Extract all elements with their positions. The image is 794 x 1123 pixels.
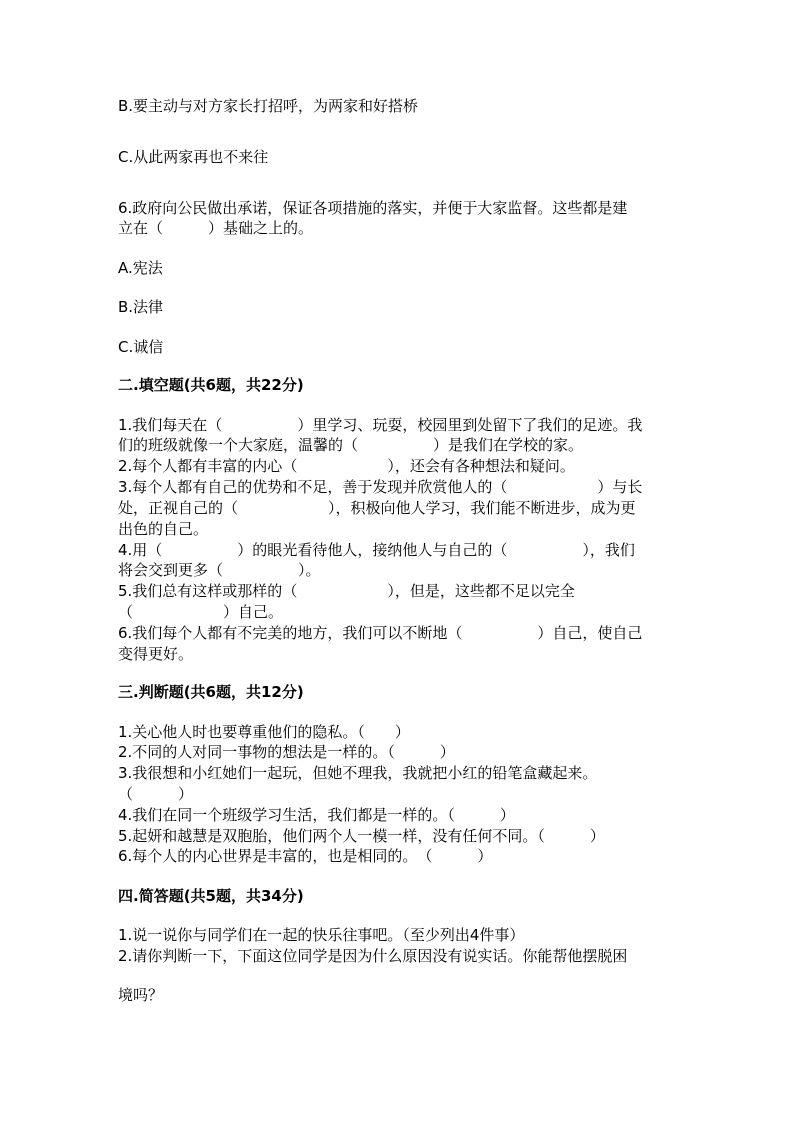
option-5b: B.要主动与对方家长打招呼，为两家和好搭桥: [118, 97, 419, 115]
option-5c: C.从此两家再也不来往: [118, 148, 269, 166]
judge-line: （ ）: [118, 785, 194, 803]
fill-line: 4.用（ ）的眼光看待他人，接纳他人与自己的（ ），我们: [118, 541, 635, 559]
fill-line: 1.我们每天在（ ）里学习、玩耍，校园里到处留下了我们的足迹。我: [118, 416, 643, 434]
fill-line: 变得更好。: [118, 645, 194, 663]
judge-line: 5.起妍和越慧是双胞胎，他们两个人一模一样，没有任何不同。（ ）: [118, 827, 605, 845]
section-4-title: 四.简答题(共5题，共34分): [118, 887, 304, 905]
short-answer-line: 1.说一说你与同学们在一起的快乐往事吧。（至少列出4件事）: [118, 926, 525, 944]
judge-line: 3.我很想和小红她们一起玩，但她不理我，我就把小红的铅笔盒藏起来。: [118, 764, 598, 782]
short-answer-line: 2.请你判断一下，下面这位同学是因为什么原因没有说实话。你能帮他摆脱困: [118, 947, 628, 965]
fill-line: 们的班级就像一个大家庭，温馨的（ ）是我们在学校的家。: [118, 436, 584, 454]
option-6c: C.诚信: [118, 338, 164, 356]
fill-line: 3.每个人都有自己的优势和不足，善于发现并欣赏他人的（ ）与长: [118, 478, 643, 496]
fill-line: 6.我们每个人都有不完美的地方，我们可以不断地（ ）自己，使自己: [118, 624, 643, 642]
judge-line: 6.每个人的内心世界是丰富的，也是相同的。 （ ）: [118, 847, 493, 865]
fill-line: 处，正视自己的（ ），积极向他人学习，我们能不断进步，成为更: [118, 499, 636, 517]
judge-line: 4.我们在同一个班级学习生活，我们都是一样的。（ ）: [118, 806, 515, 824]
question-6-line-1: 6.政府向公民做出承诺，保证各项措施的落实，并便于大家监督。这些都是建: [118, 199, 628, 217]
fill-line: 5.我们总有这样或那样的（ ），但是，这些都不足以完全: [118, 582, 575, 600]
option-6a: A.宪法: [118, 259, 163, 277]
section-3-title: 三.判断题(共6题，共12分): [118, 683, 304, 701]
short-answer-line: 境吗？: [118, 986, 164, 1004]
judge-line: 2.不同的人对同一事物的想法是一样的。（ ）: [118, 743, 455, 761]
fill-line: 出色的自己。: [118, 520, 209, 538]
question-6-line-2: 立在（ ）基础之上的。: [118, 219, 314, 237]
fill-line: 2.每个人都有丰富的内心（ ），还会有各种想法和疑问。: [118, 457, 575, 475]
fill-line: （ ）自己。: [118, 603, 284, 621]
judge-line: 1.关心他人时也要尊重他们的隐私。（ ）: [118, 723, 410, 741]
option-6b: B.法律: [118, 298, 164, 316]
fill-line: 将会交到更多（ ）。: [118, 561, 321, 579]
section-2-title: 二.填空题(共6题，共22分): [118, 376, 304, 394]
